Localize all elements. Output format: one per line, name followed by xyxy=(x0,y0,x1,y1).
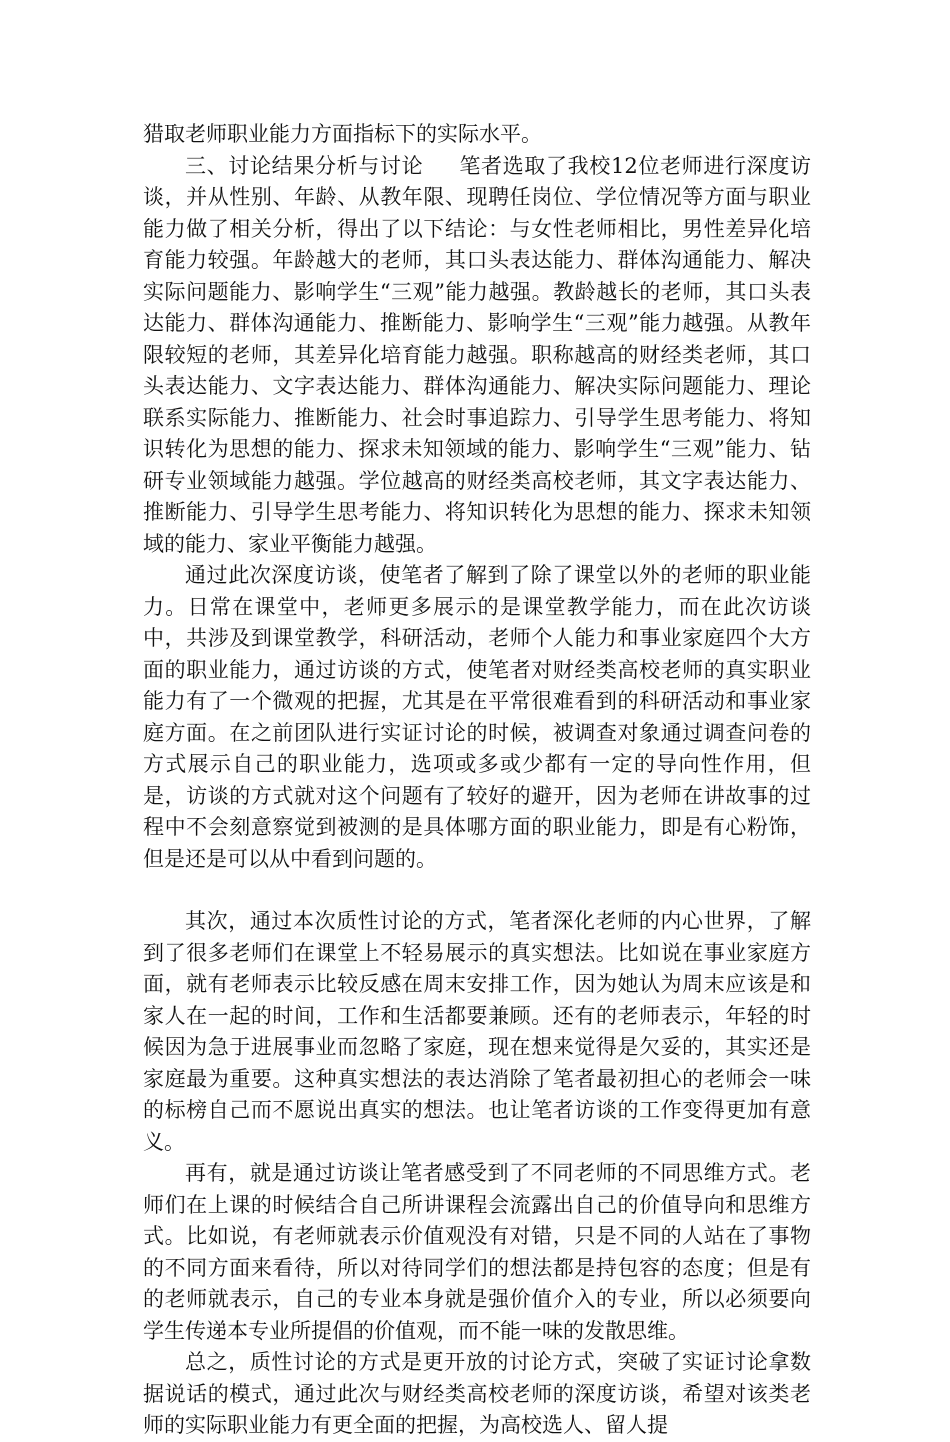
paragraph-second: 其次，通过本次质性讨论的方式，笔者深化老师的内心世界，了解到了很多老师们在课堂上不轻易展示的真实想法。比如说在事业家庭方面，就有老师表示比较反感在周末安排工作，因为她认为周末应该是和家人在一起的时间，工作和生活都要兼顾。还有的老师表示，年轻的时候因为急于进展事业而忽略了家庭，现在想来觉得是欠妥的，其实还是家庭最为重要。这种真实想法的表达消除了笔者最初担心的老师会一味的标榜自己而不愿说出真实的想法。也让笔者访谈的工作变得更加有意义。 xyxy=(143,909,811,1154)
section-heading: 三、讨论结果分析与讨论 xyxy=(185,153,424,178)
paragraph-third: 再有，就是通过访谈让笔者感受到了不同老师的不同思维方式。老师们在上课的时候结合自己所讲课程会流露出自己的价值导向和思维方式。比如说，有老师就表示价值观没有对错，只是不同的人站在了事物的不同方面来看待，所以对待同学们的想法都是持包容的态度；但是有的老师就表示，自己的专业本身就是强价值介入的专业，所以必须要向学生传递本专业所提倡的价值观，而不能一味的发散思维。 xyxy=(143,1161,811,1343)
paragraph-interview: 通过此次深度访谈，使笔者了解到了除了课堂以外的老师的职业能力。日常在课堂中，老师更多展示的是课堂教学能力，而在此次访谈中，共涉及到课堂教学，科研活动，老师个人能力和事业家庭四个大方面的职业能力，通过访谈的方式，使笔者对财经类高校老师的真实职业能力有了一个微观的把握，尤其是在平常很难看到的科研活动和事业家庭方面。在之前团队进行实证讨论的时候，被调查对象通过调查问卷的方式展示自己的职业能力，选项或多或少都有一定的导向性作用，但是，访谈的方式就对这个问题有了较好的避开，因为老师在讲故事的过程中不会刻意察觉到被测的是具体哪方面的职业能力，即是有心粉饰，但是还是可以从中看到问题的。 xyxy=(143,563,811,871)
paragraph-results-body: 笔者选取了我校12位老师进行深度访谈，并从性别、年龄、从教年限、现聘任岗位、学位情况等方面与职业能力做了相关分析，得出了以下结论：与女性老师相比，男性差异化培育能力较强。年龄越大的老师，其口头表达能力、群体沟通能力、解决实际问题能力、影响学生“三观”能力越强。教龄越长的老师，其口头表达能力、群体沟通能力、推断能力、影响学生“三观”能力越强。从教年限较短的老师，其差异化培育能力越强。职称越高的财经类老师，其口头表达能力、文字表达能力、群体沟通能力、解决实际问题能力、理论联系实际能力、推断能力、社会时事追踪力、引导学生思考能力、将知识转化为思想的能力、探求未知领域的能力、影响学生“三观”能力、钻研专业领域能力越强。学位越高的财经类高校老师，其文字表达能力、推断能力、引导学生思考能力、将知识转化为思想的能力、探求未知领域的能力、家业平衡能力越强。 xyxy=(143,153,811,556)
paragraph-conclusion: 总之，质性讨论的方式是更开放的讨论方式，突破了实证讨论拿数据说话的模式，通过此次与财经类高校老师的深度访谈，希望对该类老师的实际职业能力有更全面的把握，为高校选人、留人提 xyxy=(143,1350,811,1437)
paragraph-spacer xyxy=(143,875,811,906)
paragraph-continuation: 猎取老师职业能力方面指标下的实际水平。 xyxy=(143,122,542,146)
document-page xyxy=(143,119,811,1442)
paragraph-results xyxy=(143,151,811,561)
